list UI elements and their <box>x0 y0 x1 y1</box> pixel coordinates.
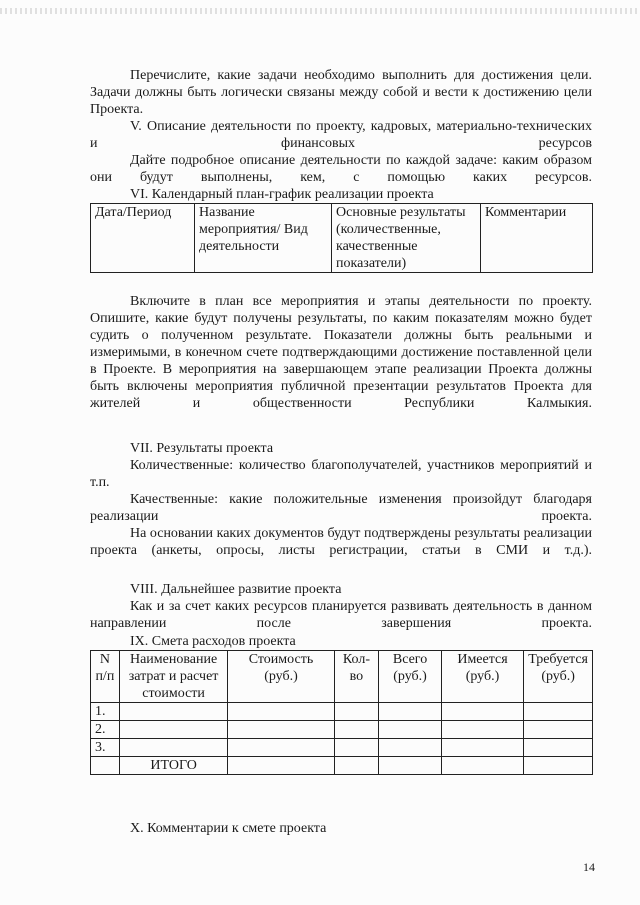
table-row <box>91 703 593 721</box>
paragraph-development: Как и за счет каких ресурсов планируется развивать деятельность в данном направлении после завершения проекта. <box>90 599 592 631</box>
section-5-title: V. Описание деятельности по проекту, кадровых, материально-технических и финансовых ресурсов <box>90 119 592 151</box>
paragraph-qualitative: Качественные: какие положительные изменения произойдут благодаря реализации проекта. <box>90 492 592 524</box>
header-date: Дата/Период <box>91 204 195 273</box>
paragraph-activity-description: Дайте подробное описание деятельности по каждой задаче: каким образом они будут выполнены, кем, с помощью каких ресурсов. <box>90 153 592 185</box>
header-cost-name: Наименование затрат и расчет стоимости <box>119 651 228 703</box>
header-results: Основные результаты (количественные, качественные показатели) <box>332 204 481 273</box>
header-available: Имеется (руб.) <box>441 651 523 703</box>
table-header-row <box>91 204 593 273</box>
section-9-title: IX. Смета расходов проекта <box>130 634 296 649</box>
table-row <box>91 721 593 739</box>
page-number: 14 <box>583 860 595 874</box>
row-number: 1. <box>91 703 120 721</box>
budget-header-row <box>91 651 593 703</box>
paragraph-documents: На основании каких документов будут подтверждены результаты реализации проекта (анкеты, опросы, листы регистрации, статьи в СМИ и т.д.). <box>90 526 592 558</box>
paragraph-plan-instructions: Включите в план все мероприятия и этапы деятельности по проекту. Опишите, какие будут получены результаты, по каким показателям можно будет судить о полученном результате. Показатели должны быть реальными и измеримыми, в конечном счете подтверждающими достижение поставленной цели в Проекте. В мероприятия на завершающем этапе реализации Проекта должны быть включены мероприятия публичной презентации результатов Проекта для жителей и общественности Республики Калмыкия. <box>90 294 592 411</box>
header-required: Требуется (руб.) <box>524 651 593 703</box>
calendar-plan-table <box>90 203 593 273</box>
scan-artifact-line <box>0 8 640 14</box>
total-label: ИТОГО <box>119 757 228 775</box>
header-total: Всего (руб.) <box>379 651 441 703</box>
section-10-title: X. Комментарии к смете проекта <box>130 821 327 836</box>
paragraph-quantitative: Количественные: количество благополучателей, участников мероприятий и т.п. <box>90 458 592 490</box>
section-8-title: VIII. Дальнейшее развитие проекта <box>130 582 342 597</box>
table-row <box>91 739 593 757</box>
budget-table <box>90 650 593 775</box>
row-number: 2. <box>91 721 120 739</box>
header-number: N п/п <box>91 651 120 703</box>
header-quantity: Кол-во <box>334 651 379 703</box>
section-7-title: VII. Результаты проекта <box>130 441 274 456</box>
header-cost: Стоимость (руб.) <box>228 651 334 703</box>
total-row <box>91 757 593 775</box>
row-number: 3. <box>91 739 120 757</box>
header-comments: Комментарии <box>481 204 593 273</box>
header-activity: Название мероприятия/ Вид деятельности <box>195 204 332 273</box>
section-6-title: VI. Календарный план-график реализации проекта <box>130 187 434 202</box>
paragraph-tasks: Перечислите, какие задачи необходимо выполнить для достижения цели. Задачи должны быть логически связаны между собой и вести к достижению цели Проекта. <box>90 68 592 117</box>
